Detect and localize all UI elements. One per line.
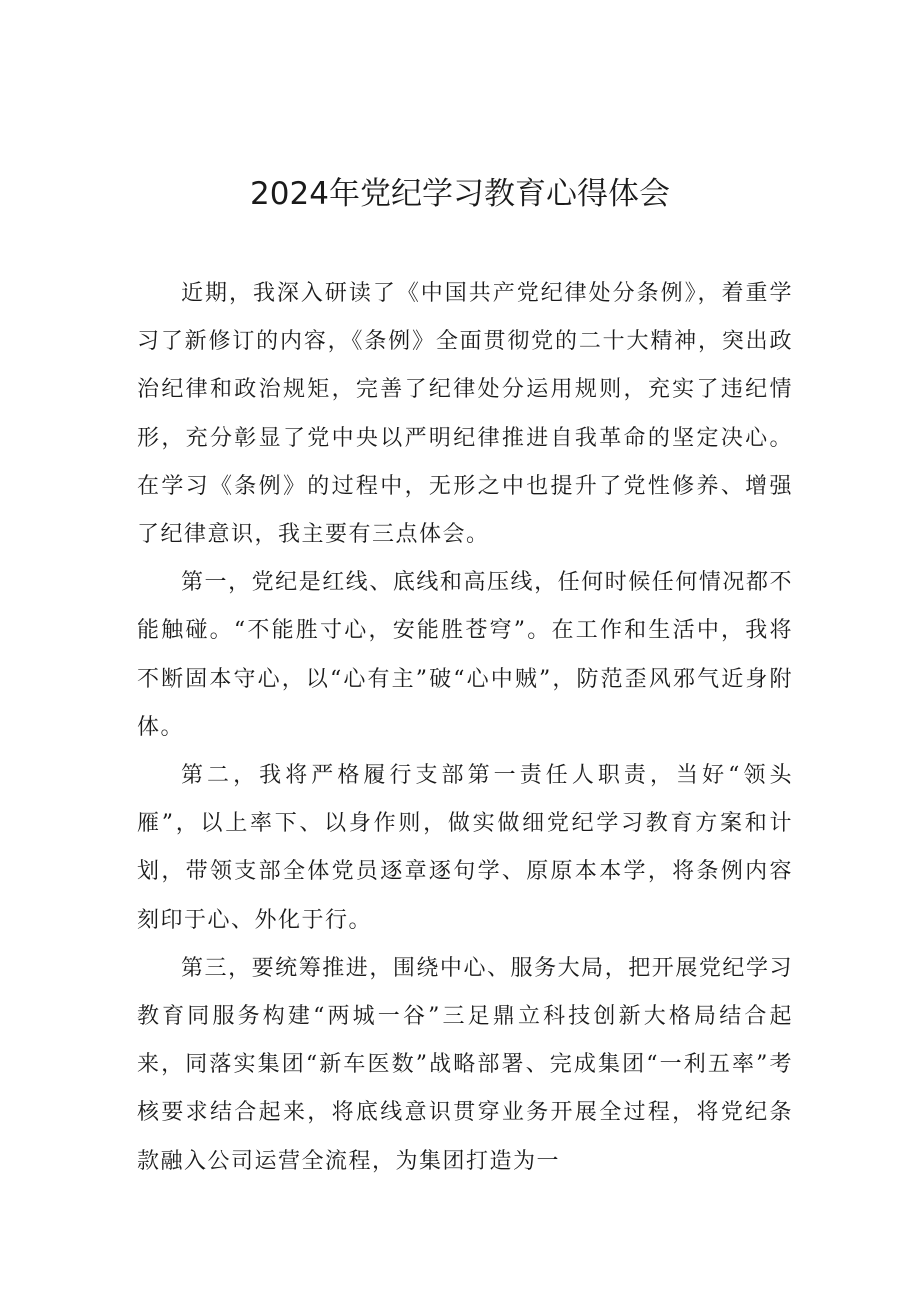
paragraph-intro: 近期，我深入研读了《中国共产党纪律处分条例》，着重学习了新修订的内容，《条例》全面贯彻党的二十大精神，突出政治纪律和政治规矩，完善了纪律处分运用规则，充实了违纪情形，充分彰显了党中央以严明纪律推进自我革命的坚定决心。在学习《条例》的过程中，无形之中也提升了党性修养、增强了纪律意识，我主要有三点体会。: [137, 281, 793, 548]
paragraph-point-one: 第一，党纪是红线、底线和高压线，任何时候任何情况都不能触碰。“不能胜寸心，安能胜苍穹”。在工作和生活中，我将不断固本守心，以“心有主”破“心中贼”，防范歪风邪气近身附体。: [137, 570, 793, 740]
document-title: 2024年党纪学习教育心得体会: [250, 176, 670, 212]
paragraph-point-two: 第二，我将严格履行支部第一责任人职责，当好“领头雁”，以上率下、以身作则，做实做细党纪学习教育方案和计划，带领支部全体党员逐章逐句学、原原本本学，将条例内容刻印于心、外化于行。: [137, 763, 793, 933]
document-body: [137, 270, 793, 1186]
paragraph-point-three: 第三，要统筹推进，围绕中心、服务大局，把开展党纪学习教育同服务构建“两城一谷”三足鼎立科技创新大格局结合起来，同落实集团“新车医数”战略部署、完成集团“一利五率”考核要求结合起来，将底线意识贯穿业务开展全过程，将党纪条款融入公司运营全流程，为集团打造为一: [137, 955, 793, 1174]
